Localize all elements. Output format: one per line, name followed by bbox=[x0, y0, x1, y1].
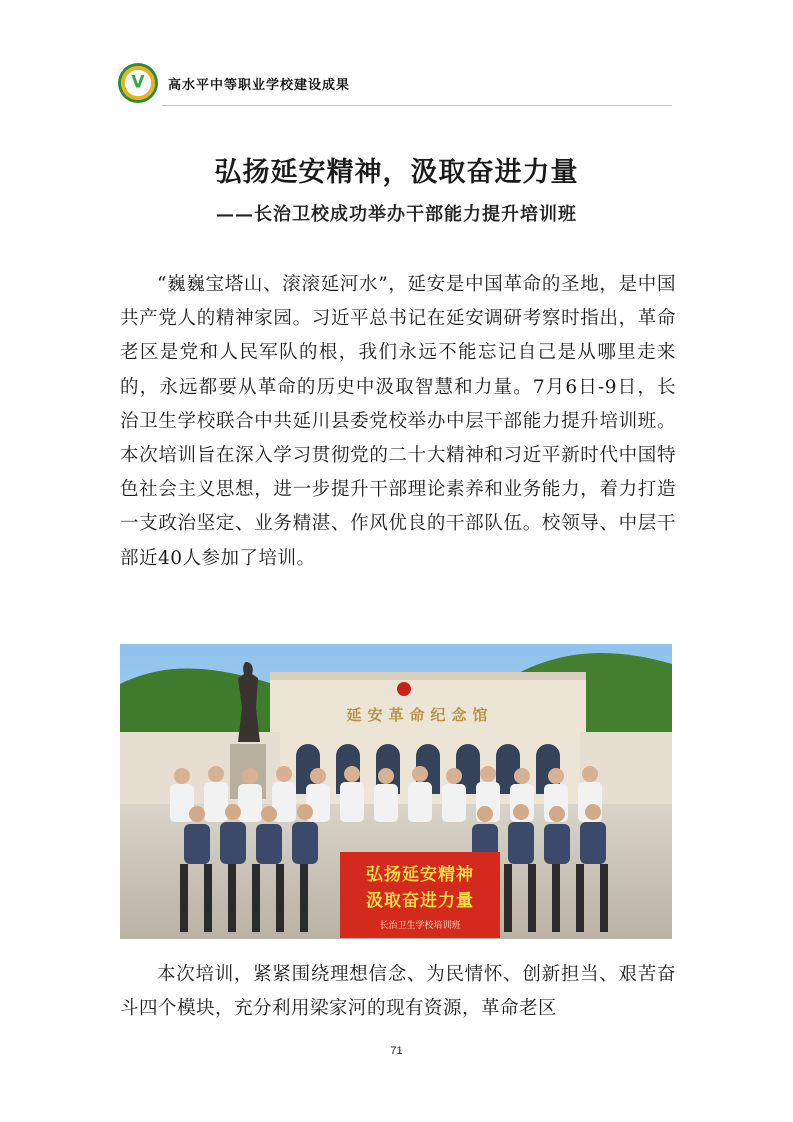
red-banner bbox=[340, 852, 500, 938]
banner-footer: 长治卫生学校培训班 bbox=[379, 921, 461, 931]
logo-letter: V bbox=[131, 72, 145, 93]
school-logo bbox=[118, 63, 158, 103]
roof-line bbox=[270, 672, 586, 680]
paragraph-2: 本次培训，紧紧围绕理想信念、为民情怀、创新担当、艰苦奋斗四个模块，充分利用梁家河的现有资源，革命老区 bbox=[120, 964, 676, 1020]
banner-line-2: 汲取奋进力量 bbox=[366, 891, 474, 911]
page-header bbox=[118, 63, 350, 103]
header-divider bbox=[162, 105, 672, 106]
party-emblem-icon bbox=[397, 682, 411, 696]
building-sign: 延安革命纪念馆 bbox=[346, 706, 494, 724]
article-subtitle: ——长治卫校成功举办干部能力提升培训班 bbox=[216, 204, 577, 225]
banner-line-1: 弘扬延安精神 bbox=[366, 865, 474, 885]
group-photo-illustration bbox=[120, 644, 672, 939]
paragraph-1: “巍巍宝塔山、滚滚延河水”，延安是中国革命的圣地，是中国共产党人的精神家园。习近平总书记在延安调研考察时指出，革命老区是党和人民军队的根，我们永远不能忘记自己是从哪里走来的，永远都要从革命的历史中汲取智慧和力量。7月6日-9日，长治卫生学校联合中共延川县委党校举办中层干部能力提升培训班。本次培训旨在深入学习贯彻党的二十大精神和习近平新时代中国特色社会主义思想，进一步提升干部理论素养和业务能力，着力打造一支政治坚定、业务精湛、作风优良的干部队伍。校领导、中层干部近40人参加了培训。 bbox=[120, 274, 676, 569]
group-photo bbox=[120, 644, 672, 939]
page-number: 71 bbox=[390, 1045, 403, 1057]
article-title: 弘扬延安精神，汲取奋进力量 bbox=[214, 157, 579, 188]
header-title: 高水平中等职业学校建设成果 bbox=[168, 77, 351, 93]
